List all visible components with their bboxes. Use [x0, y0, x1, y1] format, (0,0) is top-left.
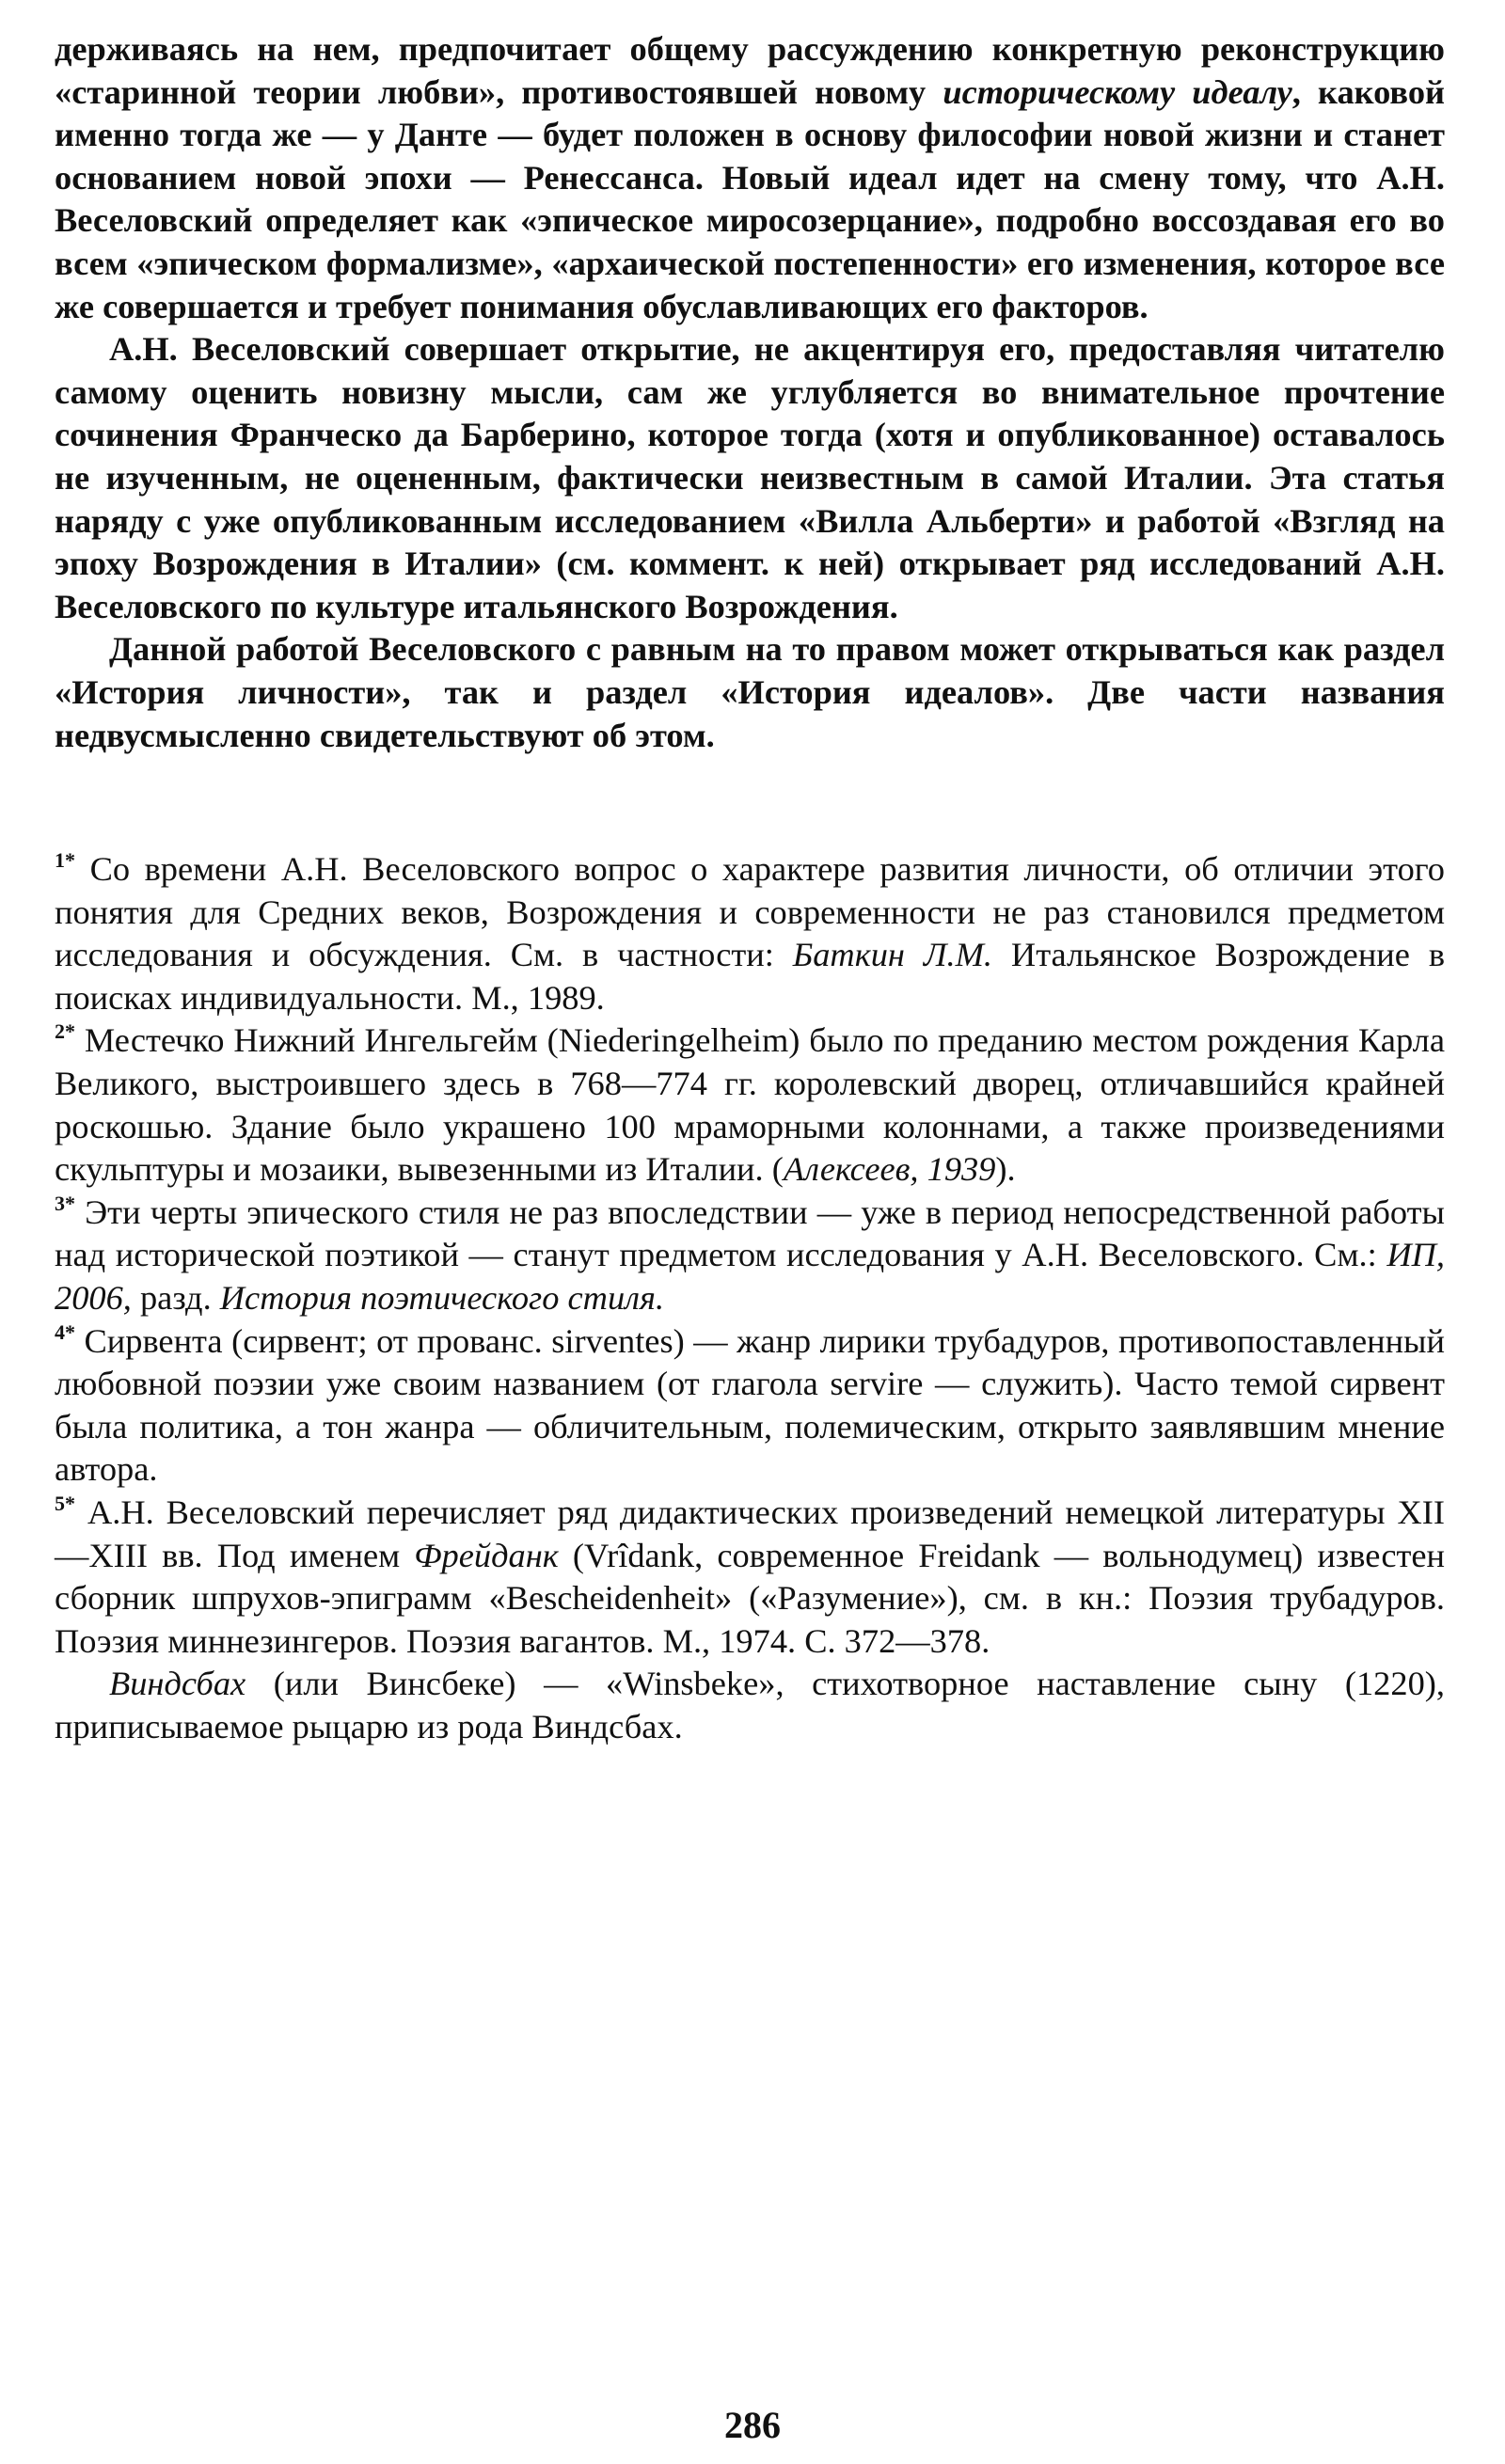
text-run: Местечко Нижний Ингельгейм (Niederingelheim) было по преданию местом рождения Карла Великого, выстроившего здесь в 768—774 гг. королевский дворец, отличавшийся крайней роскошью. Здание было украшено 100 мраморными колоннами, а также произведениями скульптуры и мозаики, вывезенными из Италии. ( — [55, 1021, 1445, 1189]
text-run: Итальянское Возрождение в поисках индивидуальности. М., 1989. — [55, 936, 1445, 1017]
footnotes — [55, 848, 1445, 1748]
footnote-mark: 4* — [55, 1319, 75, 1344]
text-run: держиваясь на нем, предпочитает общему рассуждению конкретную реконструкцию «старинной теории любви», противостоявшей новому — [55, 30, 1445, 111]
footnote-mark: 2* — [55, 1019, 75, 1044]
text-run: разд. — [131, 1279, 220, 1318]
text-run: А.Н. Веселовский перечисляет ряд дидактических произведений немецкой литературы XII—XIII вв. Под именем — [55, 1493, 1445, 1574]
footnote-mark: 5* — [55, 1492, 75, 1515]
text-run: Данной работой Веселовского с равным на то правом может открываться как раздел «История личности», так и раздел «История идеалов». Две части названия недвусмысленно свидетельствуют об этом. — [55, 630, 1445, 754]
text-run: , каковой именно тогда же — у Данте — будет положен в основу философии новой жизни и станет основанием новой эпохи — Ренессанса. Новый идеал идет на смену тому, что А.Н. Веселовский определяет как «эпическое миросозерцание», подробно воссоздавая его во всем «эпическом формализме», «архаической постепенности» его изменения, которое все же совершается и требует понимания обуславливающих его факторов. — [55, 72, 1446, 325]
footnote-continuation — [55, 1663, 1445, 1748]
footnote — [55, 1492, 1445, 1663]
text-run: Сирвента (сирвент; от прованс. sirventes) — жанр лирики трубадуров, противопоставленный любовной поэзии уже своим названием (от глагола servire — служить). Часто темой сирвент была политика, а тон жанра — обличительным, полемическим, открыто заявлявшим мнение автора. — [55, 1321, 1445, 1489]
italic-run: История поэтического стиля. — [219, 1279, 665, 1318]
italic-run: ИП, 2006, — [55, 1236, 1445, 1318]
text-run: (или Винсбеке) — «Winsbeke», стихотворное наставление сыну (1220), приписываемое рыцарю из рода Виндсбах. — [55, 1665, 1445, 1745]
footnote — [55, 848, 1445, 1019]
page-number: 286 — [724, 2404, 781, 2446]
footnote-mark: 3* — [55, 1191, 75, 1215]
main-text — [55, 28, 1445, 757]
footnote — [55, 1192, 1445, 1320]
text-run: ). — [995, 1150, 1016, 1189]
italic-run: историческому идеалу — [943, 72, 1292, 111]
italic-run: Фрейданк — [414, 1536, 559, 1574]
text-run: (Vrîdank, современное Freidank — вольнодумец) известен сборник шпрухов-эпиграмм «Bescheidenheit» («Разумение»), см. в кн.: Поэзия трубадуров. Поэзия миннезингеров. Поэзия вагантов. М., 1974. С. 372—378. — [55, 1536, 1445, 1660]
page — [55, 28, 1445, 1749]
italic-run: Алексеев, 1939 — [783, 1150, 996, 1189]
paragraph — [55, 28, 1445, 328]
paragraph — [55, 328, 1445, 628]
footnote — [55, 1019, 1445, 1191]
italic-run: Баткин Л.М. — [792, 936, 993, 974]
footnote-mark: 1* — [55, 848, 75, 873]
italic-run: Виндсбах — [109, 1665, 246, 1703]
footnote — [55, 1320, 1445, 1492]
text-run: Эти черты эпического стиля не раз впоследствии — уже в период непосредственной работы над исторической поэтикой — станут предметом исследования у А.Н. Веселовского. См.: — [55, 1193, 1445, 1274]
text-run: Со времени А.Н. Веселовского вопрос о характере развития личности, об отличии этого понятия для Средних веков, Возрождения и современности не раз становился предметом исследования и обсуждения. См. в частности: — [55, 850, 1445, 974]
text-run: А.Н. Веселовский совершает открытие, не акцентируя его, предоставляя читателю самому оценить новизну мысли, сам же углубляется во внимательное прочтение сочинения Франческо да Барберино, которое тогда (хотя и опубликованное) оставалось не изученным, не оцененным, фактически неизвестным в самой Италии. Эта статья наряду с уже опубликованным исследованием «Вилла Альберти» и работой «Взгляд на эпоху Возрождения в Италии» (см. коммент. к ней) открывает ряд исследований А.Н. Веселовского по культуре итальянского Возрождения. — [55, 330, 1445, 625]
paragraph — [55, 628, 1445, 757]
